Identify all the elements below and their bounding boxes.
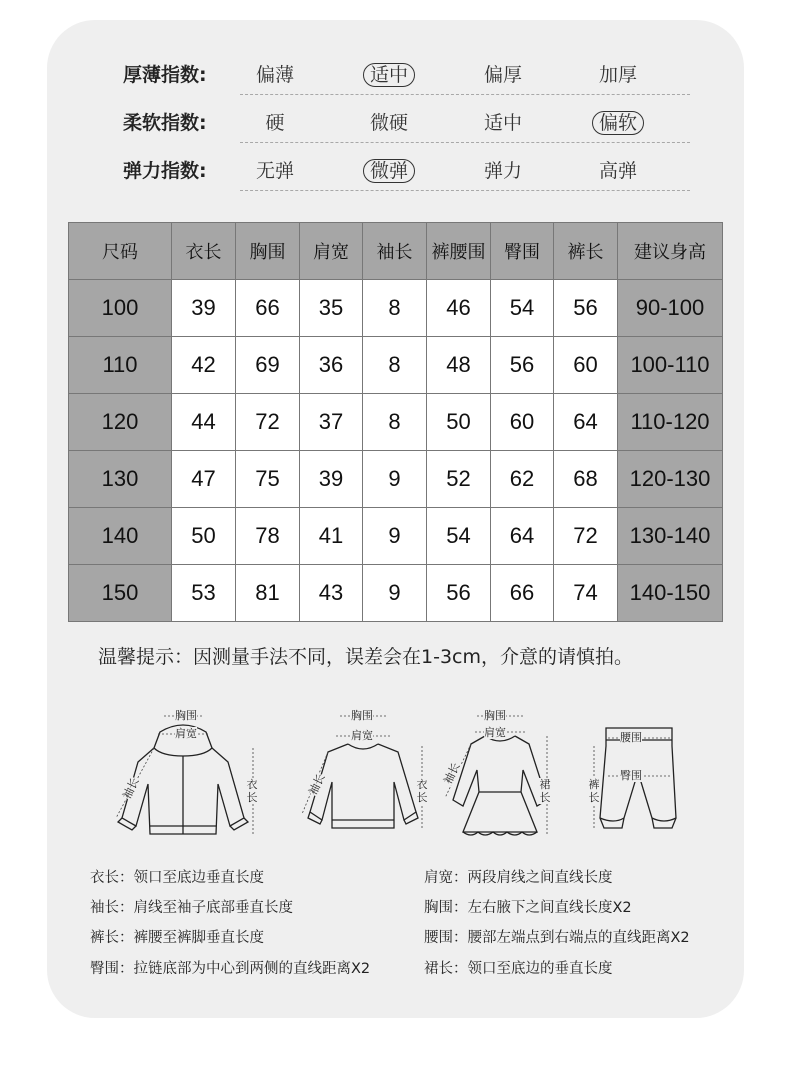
pants-length-label: 裤长 <box>588 778 600 804</box>
measure-cell: 62 <box>491 451 554 508</box>
header-hip: 臀围 <box>491 223 554 280</box>
definition-skirt-length: 裙长：领口至底边的垂直长度 <box>424 961 613 977</box>
measure-cell: 9 <box>363 451 427 508</box>
chest-label: 胸围 <box>175 709 197 722</box>
measure-cell: 52 <box>427 451 491 508</box>
elasticity-option: 无弹 <box>255 160 294 182</box>
measure-cell: 42 <box>172 337 236 394</box>
height-cell: 120-130 <box>618 451 723 508</box>
size-cell: 130 <box>69 451 172 508</box>
header-chest: 胸围 <box>236 223 300 280</box>
measure-cell: 50 <box>427 394 491 451</box>
measure-cell: 44 <box>172 394 236 451</box>
sleeve-label: 袖长 <box>441 760 463 787</box>
dashed-divider <box>240 94 690 95</box>
measure-cell: 9 <box>363 508 427 565</box>
thickness-option: 加厚 <box>598 64 637 86</box>
measure-cell: 9 <box>363 565 427 622</box>
measure-cell: 53 <box>172 565 236 622</box>
measure-cell: 47 <box>172 451 236 508</box>
measure-cell: 68 <box>554 451 618 508</box>
measure-cell: 37 <box>300 394 363 451</box>
pants-diagram <box>578 700 728 850</box>
measure-cell: 39 <box>300 451 363 508</box>
size-cell: 110 <box>69 337 172 394</box>
sleeve-label: 袖长 <box>306 771 328 798</box>
size-cell: 140 <box>69 508 172 565</box>
table-row <box>69 337 723 394</box>
table-header-row <box>69 223 723 280</box>
measure-cell: 41 <box>300 508 363 565</box>
size-cell: 150 <box>69 565 172 622</box>
measure-cell: 78 <box>236 508 300 565</box>
elasticity-option-selected: 微弹 <box>349 157 429 185</box>
elasticity-index-label: 弹力指数: <box>123 160 207 182</box>
softness-option: 微硬 <box>369 112 408 134</box>
measure-cell: 60 <box>491 394 554 451</box>
header-waist: 裤腰围 <box>427 223 491 280</box>
softness-index-row <box>78 103 690 143</box>
dashed-divider <box>240 142 690 143</box>
sleeve-label: 袖长 <box>120 775 142 802</box>
thickness-option-selected: 适中 <box>349 61 429 89</box>
shoulder-label: 肩宽 <box>484 726 506 739</box>
header-sleeve: 袖长 <box>363 223 427 280</box>
measure-cell: 72 <box>236 394 300 451</box>
shoulder-label: 肩宽 <box>351 729 373 742</box>
header-size: 尺码 <box>69 223 172 280</box>
header-height: 建议身高 <box>618 223 723 280</box>
waist-label: 腰围 <box>620 731 642 744</box>
softness-option: 硬 <box>265 112 285 134</box>
measure-cell: 50 <box>172 508 236 565</box>
measure-cell: 46 <box>427 280 491 337</box>
table-row <box>69 508 723 565</box>
pants-illustration <box>578 700 728 850</box>
height-cell: 90-100 <box>618 280 723 337</box>
chest-label: 胸围 <box>484 709 506 722</box>
measure-cell: 8 <box>363 337 427 394</box>
measure-cell: 66 <box>236 280 300 337</box>
thickness-option: 偏厚 <box>483 64 522 86</box>
shoulder-label: 肩宽 <box>175 727 197 740</box>
jacket-illustration <box>108 700 258 850</box>
measure-cell: 72 <box>554 508 618 565</box>
elasticity-option: 弹力 <box>483 160 522 182</box>
sweater-illustration <box>288 700 438 850</box>
table-row <box>69 280 723 337</box>
hip-label: 臀围 <box>620 769 642 782</box>
chest-label: 胸围 <box>351 709 373 722</box>
measure-cell: 35 <box>300 280 363 337</box>
definition-sleeve: 袖长：肩线至袖子底部垂直长度 <box>90 900 293 916</box>
definition-length: 衣长：领口至底边垂直长度 <box>90 870 264 886</box>
length-label: 衣长 <box>416 778 428 804</box>
measure-cell: 66 <box>491 565 554 622</box>
size-cell: 100 <box>69 280 172 337</box>
measure-cell: 39 <box>172 280 236 337</box>
measure-cell: 64 <box>491 508 554 565</box>
header-pants-length: 裤长 <box>554 223 618 280</box>
height-cell: 110-120 <box>618 394 723 451</box>
skirt-length-label: 裙长 <box>539 778 551 804</box>
table-row <box>69 451 723 508</box>
measure-cell: 56 <box>554 280 618 337</box>
elasticity-option: 高弹 <box>598 160 637 182</box>
thickness-option: 偏薄 <box>255 64 294 86</box>
measure-cell: 64 <box>554 394 618 451</box>
softness-index-label: 柔软指数: <box>123 112 207 134</box>
table-row <box>69 394 723 451</box>
definition-pants-length: 裤长：裤腰至裤脚垂直长度 <box>90 930 264 946</box>
jacket-diagram <box>108 700 258 850</box>
measure-cell: 36 <box>300 337 363 394</box>
measure-cell: 75 <box>236 451 300 508</box>
measure-cell: 8 <box>363 394 427 451</box>
measure-cell: 60 <box>554 337 618 394</box>
dress-diagram <box>433 700 583 850</box>
table-row <box>69 565 723 622</box>
measure-cell: 48 <box>427 337 491 394</box>
height-cell: 140-150 <box>618 565 723 622</box>
softness-option: 适中 <box>483 112 522 134</box>
measure-cell: 56 <box>491 337 554 394</box>
definition-shoulder: 肩宽：两段肩线之间直线长度 <box>424 870 613 886</box>
thickness-index-label: 厚薄指数: <box>123 64 207 86</box>
elasticity-index-row <box>78 151 690 191</box>
softness-option-selected: 偏软 <box>578 109 658 137</box>
size-table <box>68 222 723 622</box>
header-length: 衣长 <box>172 223 236 280</box>
measure-cell: 54 <box>491 280 554 337</box>
measure-cell: 69 <box>236 337 300 394</box>
measure-cell: 81 <box>236 565 300 622</box>
measure-cell: 56 <box>427 565 491 622</box>
measure-cell: 43 <box>300 565 363 622</box>
dashed-divider <box>240 190 690 191</box>
measure-cell: 54 <box>427 508 491 565</box>
sweater-diagram <box>288 700 438 850</box>
definition-waist: 腰围：腰部左端点到右端点的直线距离X2 <box>424 930 690 946</box>
header-shoulder: 肩宽 <box>300 223 363 280</box>
measurement-tip: 温馨提示：因测量手法不同，误差会在1-3cm，介意的请慎拍。 <box>98 646 633 668</box>
measure-cell: 8 <box>363 280 427 337</box>
definition-hip: 臀围：拉链底部为中心到两侧的直线距离X2 <box>90 961 371 977</box>
length-label: 衣长 <box>246 778 258 804</box>
definition-chest: 胸围：左右腋下之间直线长度X2 <box>424 900 632 916</box>
height-cell: 130-140 <box>618 508 723 565</box>
height-cell: 100-110 <box>618 337 723 394</box>
size-cell: 120 <box>69 394 172 451</box>
thickness-index-row <box>78 55 690 95</box>
measure-cell: 74 <box>554 565 618 622</box>
